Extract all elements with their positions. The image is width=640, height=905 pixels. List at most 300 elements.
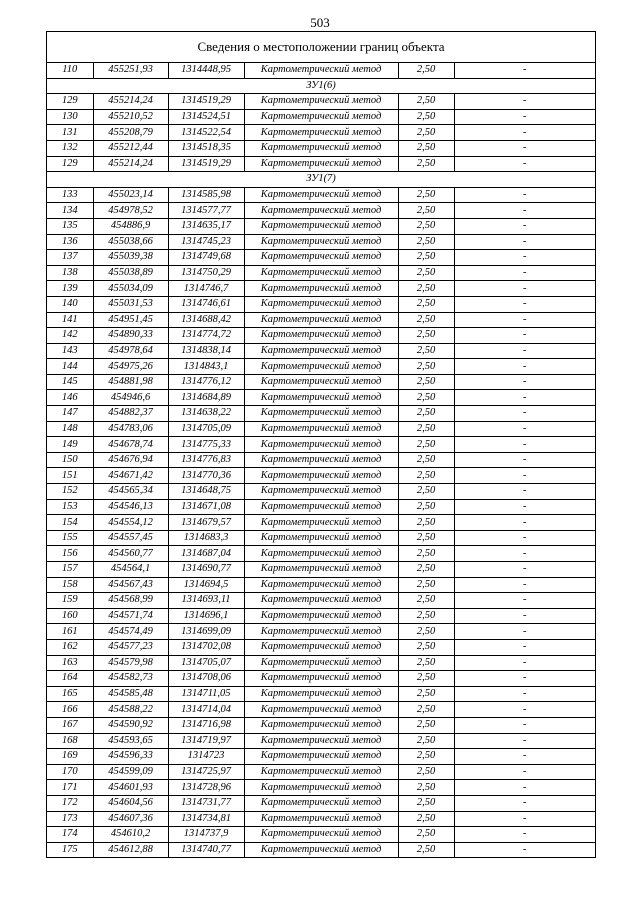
accuracy-cell: 2,50 — [398, 359, 454, 375]
coord-y: 1314702,08 — [168, 639, 244, 655]
accuracy-cell: 2,50 — [398, 764, 454, 780]
section-label: ЗУ1(7) — [47, 172, 595, 188]
point-number: 144 — [47, 359, 93, 375]
description-cell: - — [454, 686, 595, 702]
method-cell: Картометрический метод — [244, 296, 398, 312]
coord-x: 454612,88 — [93, 842, 168, 857]
method-cell: Картометрический метод — [244, 234, 398, 250]
coord-y: 1314775,33 — [168, 437, 244, 453]
method-cell: Картометрический метод — [244, 780, 398, 796]
accuracy-cell: 2,50 — [398, 218, 454, 234]
coord-y: 1314693,11 — [168, 593, 244, 609]
accuracy-cell: 2,50 — [398, 842, 454, 857]
description-cell: - — [454, 780, 595, 796]
table-row — [47, 717, 595, 733]
method-cell: Картометрический метод — [244, 749, 398, 765]
description-cell: - — [454, 717, 595, 733]
coord-x: 455251,93 — [93, 63, 168, 78]
coord-x: 454610,2 — [93, 827, 168, 843]
method-cell: Картометрический метод — [244, 795, 398, 811]
coord-x: 454886,9 — [93, 218, 168, 234]
method-cell: Картометрический метод — [244, 515, 398, 531]
point-number: 163 — [47, 655, 93, 671]
coord-y: 1314635,17 — [168, 218, 244, 234]
description-cell: - — [454, 281, 595, 297]
method-cell: Картометрический метод — [244, 468, 398, 484]
accuracy-cell: 2,50 — [398, 203, 454, 219]
coord-y: 1314737,9 — [168, 827, 244, 843]
accuracy-cell: 2,50 — [398, 686, 454, 702]
description-cell: - — [454, 140, 595, 156]
method-cell: Картометрический метод — [244, 484, 398, 500]
coord-x: 454975,26 — [93, 359, 168, 375]
description-cell: - — [454, 827, 595, 843]
point-number: 139 — [47, 281, 93, 297]
point-number: 145 — [47, 374, 93, 390]
coord-y: 1314770,36 — [168, 468, 244, 484]
accuracy-cell: 2,50 — [398, 546, 454, 562]
table-row — [47, 468, 595, 484]
point-number: 171 — [47, 780, 93, 796]
table-title: Сведения о местоположении границ объекта — [47, 32, 595, 63]
accuracy-cell: 2,50 — [398, 250, 454, 266]
point-number: 146 — [47, 390, 93, 406]
point-number: 147 — [47, 406, 93, 422]
coord-y: 1314690,77 — [168, 562, 244, 578]
accuracy-cell: 2,50 — [398, 125, 454, 141]
accuracy-cell: 2,50 — [398, 608, 454, 624]
accuracy-cell: 2,50 — [398, 63, 454, 78]
accuracy-cell: 2,50 — [398, 655, 454, 671]
point-number: 153 — [47, 499, 93, 515]
accuracy-cell: 2,50 — [398, 515, 454, 531]
point-number: 164 — [47, 671, 93, 687]
accuracy-cell: 2,50 — [398, 187, 454, 203]
coord-x: 454978,64 — [93, 343, 168, 359]
coordinates-table-container — [46, 31, 596, 858]
coord-y: 1314679,57 — [168, 515, 244, 531]
coord-y: 1314684,89 — [168, 390, 244, 406]
table-row — [47, 608, 595, 624]
coordinates-table — [47, 63, 595, 857]
coord-x: 454676,94 — [93, 452, 168, 468]
method-cell: Картометрический метод — [244, 312, 398, 328]
point-number: 131 — [47, 125, 93, 141]
coord-x: 454557,45 — [93, 530, 168, 546]
point-number: 161 — [47, 624, 93, 640]
coord-x: 454946,6 — [93, 390, 168, 406]
point-number: 169 — [47, 749, 93, 765]
table-body — [47, 63, 595, 857]
coord-y: 1314746,7 — [168, 281, 244, 297]
description-cell: - — [454, 515, 595, 531]
table-row — [47, 702, 595, 718]
method-cell: Картометрический метод — [244, 530, 398, 546]
description-cell: - — [454, 187, 595, 203]
coord-x: 454596,33 — [93, 749, 168, 765]
coord-x: 454678,74 — [93, 437, 168, 453]
description-cell: - — [454, 608, 595, 624]
table-row — [47, 390, 595, 406]
coord-y: 1314524,51 — [168, 109, 244, 125]
coord-y: 1314746,61 — [168, 296, 244, 312]
method-cell: Картометрический метод — [244, 546, 398, 562]
coord-y: 1314838,14 — [168, 343, 244, 359]
accuracy-cell: 2,50 — [398, 827, 454, 843]
description-cell: - — [454, 530, 595, 546]
table-row — [47, 109, 595, 125]
coord-x: 454588,22 — [93, 702, 168, 718]
table-row — [47, 359, 595, 375]
table-row — [47, 780, 595, 796]
table-row — [47, 671, 595, 687]
accuracy-cell: 2,50 — [398, 562, 454, 578]
accuracy-cell: 2,50 — [398, 437, 454, 453]
method-cell: Картометрический метод — [244, 562, 398, 578]
accuracy-cell: 2,50 — [398, 343, 454, 359]
method-cell: Картометрический метод — [244, 156, 398, 172]
accuracy-cell: 2,50 — [398, 749, 454, 765]
method-cell: Картометрический метод — [244, 265, 398, 281]
description-cell: - — [454, 639, 595, 655]
accuracy-cell: 2,50 — [398, 312, 454, 328]
coord-x: 454574,49 — [93, 624, 168, 640]
coord-x: 455214,24 — [93, 156, 168, 172]
point-number: 160 — [47, 608, 93, 624]
description-cell: - — [454, 733, 595, 749]
accuracy-cell: 2,50 — [398, 639, 454, 655]
coord-x: 455214,24 — [93, 94, 168, 110]
table-row — [47, 484, 595, 500]
point-number: 172 — [47, 795, 93, 811]
coord-x: 454599,09 — [93, 764, 168, 780]
coord-x: 454560,77 — [93, 546, 168, 562]
table-row — [47, 125, 595, 141]
point-number: 110 — [47, 63, 93, 78]
method-cell: Картометрический метод — [244, 499, 398, 515]
method-cell: Картометрический метод — [244, 250, 398, 266]
method-cell: Картометрический метод — [244, 140, 398, 156]
coord-x: 454565,34 — [93, 484, 168, 500]
table-row — [47, 63, 595, 78]
table-row — [47, 343, 595, 359]
point-number: 129 — [47, 94, 93, 110]
coord-x: 454585,48 — [93, 686, 168, 702]
coord-y: 1314705,09 — [168, 421, 244, 437]
method-cell: Картометрический метод — [244, 390, 398, 406]
table-row — [47, 749, 595, 765]
coord-x: 455210,52 — [93, 109, 168, 125]
table-row — [47, 562, 595, 578]
coord-y: 1314648,75 — [168, 484, 244, 500]
point-number: 174 — [47, 827, 93, 843]
point-number: 140 — [47, 296, 93, 312]
point-number: 135 — [47, 218, 93, 234]
description-cell: - — [454, 842, 595, 857]
description-cell: - — [454, 343, 595, 359]
accuracy-cell: 2,50 — [398, 390, 454, 406]
description-cell: - — [454, 234, 595, 250]
coord-y: 1314750,29 — [168, 265, 244, 281]
method-cell: Картометрический метод — [244, 452, 398, 468]
point-number: 170 — [47, 764, 93, 780]
method-cell: Картометрический метод — [244, 281, 398, 297]
coord-x: 454607,36 — [93, 811, 168, 827]
method-cell: Картометрический метод — [244, 764, 398, 780]
point-number: 132 — [47, 140, 93, 156]
coord-x: 455208,79 — [93, 125, 168, 141]
coord-y: 1314694,5 — [168, 577, 244, 593]
coord-x: 454564,1 — [93, 562, 168, 578]
coord-y: 1314699,09 — [168, 624, 244, 640]
point-number: 175 — [47, 842, 93, 857]
coord-x: 454881,98 — [93, 374, 168, 390]
accuracy-cell: 2,50 — [398, 296, 454, 312]
coord-x: 455023,14 — [93, 187, 168, 203]
method-cell: Картометрический метод — [244, 406, 398, 422]
table-row — [47, 546, 595, 562]
page-number: 503 — [310, 15, 330, 30]
section-row — [47, 78, 595, 94]
table-row — [47, 187, 595, 203]
accuracy-cell: 2,50 — [398, 156, 454, 172]
table-row — [47, 686, 595, 702]
method-cell: Картометрический метод — [244, 639, 398, 655]
coord-y: 1314518,35 — [168, 140, 244, 156]
point-number: 173 — [47, 811, 93, 827]
coord-x: 454571,74 — [93, 608, 168, 624]
coord-x: 454577,23 — [93, 639, 168, 655]
accuracy-cell: 2,50 — [398, 421, 454, 437]
point-number: 151 — [47, 468, 93, 484]
coord-y: 1314725,97 — [168, 764, 244, 780]
method-cell: Картометрический метод — [244, 218, 398, 234]
point-number: 133 — [47, 187, 93, 203]
description-cell: - — [454, 359, 595, 375]
method-cell: Картометрический метод — [244, 328, 398, 344]
coord-y: 1314719,97 — [168, 733, 244, 749]
description-cell: - — [454, 484, 595, 500]
method-cell: Картометрический метод — [244, 374, 398, 390]
description-cell: - — [454, 312, 595, 328]
coord-x: 454554,12 — [93, 515, 168, 531]
point-number: 148 — [47, 421, 93, 437]
coord-x: 454546,13 — [93, 499, 168, 515]
accuracy-cell: 2,50 — [398, 109, 454, 125]
coord-y: 1314519,29 — [168, 156, 244, 172]
method-cell: Картометрический метод — [244, 811, 398, 827]
coord-x: 454593,65 — [93, 733, 168, 749]
coord-x: 454604,56 — [93, 795, 168, 811]
description-cell: - — [454, 671, 595, 687]
coord-x: 454579,98 — [93, 655, 168, 671]
point-number: 155 — [47, 530, 93, 546]
accuracy-cell: 2,50 — [398, 234, 454, 250]
coord-y: 1314723 — [168, 749, 244, 765]
point-number: 167 — [47, 717, 93, 733]
coord-x: 454671,42 — [93, 468, 168, 484]
point-number: 166 — [47, 702, 93, 718]
table-row — [47, 499, 595, 515]
table-row — [47, 421, 595, 437]
table-row — [47, 827, 595, 843]
coord-y: 1314774,72 — [168, 328, 244, 344]
coord-x: 454882,37 — [93, 406, 168, 422]
accuracy-cell: 2,50 — [398, 406, 454, 422]
description-cell: - — [454, 250, 595, 266]
description-cell: - — [454, 562, 595, 578]
accuracy-cell: 2,50 — [398, 484, 454, 500]
table-row — [47, 281, 595, 297]
coord-y: 1314734,81 — [168, 811, 244, 827]
accuracy-cell: 2,50 — [398, 499, 454, 515]
accuracy-cell: 2,50 — [398, 593, 454, 609]
coord-x: 455038,89 — [93, 265, 168, 281]
accuracy-cell: 2,50 — [398, 577, 454, 593]
accuracy-cell: 2,50 — [398, 94, 454, 110]
description-cell: - — [454, 63, 595, 78]
point-number: 141 — [47, 312, 93, 328]
method-cell: Картометрический метод — [244, 593, 398, 609]
point-number: 168 — [47, 733, 93, 749]
table-row — [47, 406, 595, 422]
table-row — [47, 437, 595, 453]
accuracy-cell: 2,50 — [398, 452, 454, 468]
coord-x: 454890,33 — [93, 328, 168, 344]
coord-y: 1314716,98 — [168, 717, 244, 733]
table-row — [47, 764, 595, 780]
table-row — [47, 234, 595, 250]
method-cell: Картометрический метод — [244, 717, 398, 733]
description-cell: - — [454, 795, 595, 811]
method-cell: Картометрический метод — [244, 827, 398, 843]
coord-y: 1314705,07 — [168, 655, 244, 671]
table-row — [47, 265, 595, 281]
table-row — [47, 218, 595, 234]
table-row — [47, 374, 595, 390]
coord-y: 1314522,54 — [168, 125, 244, 141]
coord-y: 1314749,68 — [168, 250, 244, 266]
description-cell: - — [454, 296, 595, 312]
table-row — [47, 842, 595, 857]
accuracy-cell: 2,50 — [398, 265, 454, 281]
table-row — [47, 312, 595, 328]
coord-y: 1314687,04 — [168, 546, 244, 562]
method-cell: Картометрический метод — [244, 187, 398, 203]
point-number: 157 — [47, 562, 93, 578]
point-number: 159 — [47, 593, 93, 609]
table-row — [47, 577, 595, 593]
method-cell: Картометрический метод — [244, 686, 398, 702]
method-cell: Картометрический метод — [244, 359, 398, 375]
point-number: 150 — [47, 452, 93, 468]
point-number: 162 — [47, 639, 93, 655]
point-number: 158 — [47, 577, 93, 593]
table-row — [47, 530, 595, 546]
accuracy-cell: 2,50 — [398, 671, 454, 687]
coord-y: 1314740,77 — [168, 842, 244, 857]
point-number: 138 — [47, 265, 93, 281]
coord-y: 1314714,04 — [168, 702, 244, 718]
method-cell: Картометрический метод — [244, 125, 398, 141]
description-cell: - — [454, 499, 595, 515]
description-cell: - — [454, 437, 595, 453]
section-row — [47, 172, 595, 188]
coord-x: 454783,06 — [93, 421, 168, 437]
accuracy-cell: 2,50 — [398, 780, 454, 796]
table-row — [47, 811, 595, 827]
coord-y: 1314638,22 — [168, 406, 244, 422]
method-cell: Картометрический метод — [244, 94, 398, 110]
point-number: 149 — [47, 437, 93, 453]
coord-y: 1314577,77 — [168, 203, 244, 219]
coord-y: 1314843,1 — [168, 359, 244, 375]
point-number: 129 — [47, 156, 93, 172]
coord-x: 454951,45 — [93, 312, 168, 328]
accuracy-cell: 2,50 — [398, 468, 454, 484]
table-row — [47, 795, 595, 811]
description-cell: - — [454, 390, 595, 406]
coord-y: 1314671,08 — [168, 499, 244, 515]
description-cell: - — [454, 546, 595, 562]
coord-x: 455031,53 — [93, 296, 168, 312]
coord-y: 1314776,83 — [168, 452, 244, 468]
method-cell: Картометрический метод — [244, 421, 398, 437]
accuracy-cell: 2,50 — [398, 811, 454, 827]
method-cell: Картометрический метод — [244, 577, 398, 593]
coord-x: 455034,09 — [93, 281, 168, 297]
description-cell: - — [454, 702, 595, 718]
accuracy-cell: 2,50 — [398, 281, 454, 297]
method-cell: Картометрический метод — [244, 437, 398, 453]
table-row — [47, 624, 595, 640]
description-cell: - — [454, 94, 595, 110]
method-cell: Картометрический метод — [244, 702, 398, 718]
coord-x: 455038,66 — [93, 234, 168, 250]
description-cell: - — [454, 577, 595, 593]
coord-y: 1314519,29 — [168, 94, 244, 110]
accuracy-cell: 2,50 — [398, 624, 454, 640]
table-row — [47, 250, 595, 266]
coord-y: 1314683,3 — [168, 530, 244, 546]
method-cell: Картометрический метод — [244, 109, 398, 125]
description-cell: - — [454, 811, 595, 827]
table-row — [47, 296, 595, 312]
accuracy-cell: 2,50 — [398, 795, 454, 811]
accuracy-cell: 2,50 — [398, 374, 454, 390]
description-cell: - — [454, 109, 595, 125]
table-row — [47, 639, 595, 655]
description-cell: - — [454, 452, 595, 468]
point-number: 134 — [47, 203, 93, 219]
point-number: 154 — [47, 515, 93, 531]
point-number: 137 — [47, 250, 93, 266]
table-row — [47, 203, 595, 219]
description-cell: - — [454, 265, 595, 281]
table-row — [47, 452, 595, 468]
accuracy-cell: 2,50 — [398, 717, 454, 733]
point-number: 152 — [47, 484, 93, 500]
description-cell: - — [454, 749, 595, 765]
accuracy-cell: 2,50 — [398, 702, 454, 718]
method-cell: Картометрический метод — [244, 608, 398, 624]
point-number: 142 — [47, 328, 93, 344]
table-row — [47, 94, 595, 110]
point-number: 130 — [47, 109, 93, 125]
coord-y: 1314696,1 — [168, 608, 244, 624]
table-row — [47, 655, 595, 671]
method-cell: Картометрический метод — [244, 343, 398, 359]
